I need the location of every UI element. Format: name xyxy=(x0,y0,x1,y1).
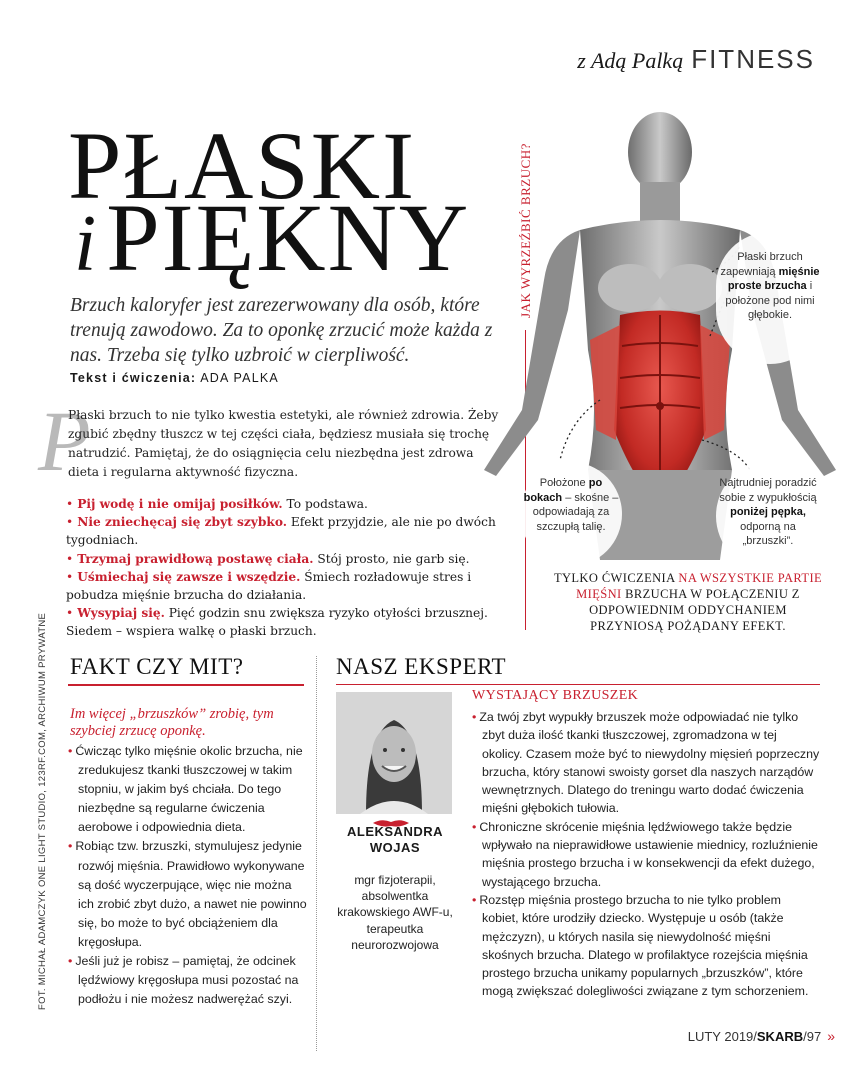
tip-item: • Pij wodę i nie omijaj posiłków. To podstawa. xyxy=(66,497,368,511)
title-line2 xyxy=(74,184,471,291)
callout-rectus: Płaski brzuch zapewniają mięśnie proste brzucha i położone pod nimi głębokie. xyxy=(716,232,824,364)
fakt-item: • Jeśli już je robisz – pamiętaj, że odcinek lędźwiowy kręgosłupa musi pozostać na podłożu i nie możesz nadwerężać szyi. xyxy=(68,954,299,1007)
column-divider xyxy=(316,656,317,1051)
fakt-heading: FAKT CZY MIT? xyxy=(70,654,244,679)
callout-lower-belly: Najtrudniej poradzić sobie z wypukłością poniżej pępka, odporną na „brzuszki”. xyxy=(716,462,820,570)
expert-item: • Za twój zbyt wypukły brzuszek może odpowiadać nie tylko zbyt duża ilość tkanki tłuszczowej, zgromadzona w tej okolicy. Czasem może być to niewydolny mięsień poprzeczny brzucha, który stanowi swoisty gorset dla naszych narządów wewnętrznych. Dlatego do treningu warto dodać ćwiczenia mięśni głębokich tułowia. xyxy=(472,710,820,816)
figure-left-arm xyxy=(484,230,580,476)
title-conjunction: i xyxy=(74,200,99,288)
byline-author: ADA PALKA xyxy=(200,371,279,385)
expert-item: • Chroniczne skrócenie mięśnia lędźwiowego także będzie wpływało na nieprawidłowe ustawienie miednicy, rozluźnienie mięśnia prostego brzucha i w konsekwencji da efekt dużego, wystającego brzucha. xyxy=(472,819,818,889)
title-word: PIĘKNY xyxy=(106,184,471,291)
lead-paragraph: Brzuch kaloryfer jest zarezerwowany dla osób, które trenują zawodowo. Za to oponkę zrzucić może każda z nas. Trzeba się tylko uzbroić w cierpliwość. xyxy=(70,295,493,366)
expert-list xyxy=(470,708,820,1001)
vertical-label: JAK WYRZEŹBIĆ BRZUCH? xyxy=(518,143,533,318)
fakt-question: Im więcej „brzuszków” zrobię, tym szybciej zrzucę oponkę. xyxy=(70,706,274,739)
tip-item: • Wysypiaj się. Pięć godzin snu zwiększa ryzyko otyłości brzusznej. Siedem – wspiera walkę o płaski brzuch. xyxy=(66,606,488,639)
fakt-rule xyxy=(68,684,304,686)
footer-month: LUTY 2019/ xyxy=(687,1029,757,1044)
expert-item: • Rozstęp mięśnia prostego brzucha to nie tylko problem kobiet, które urodziły dziecko. Występuje u osób (także mężczyzn), u których nasila się niewydolność mięśni skośnych brzucha. Dlatego w profilaktyce rozejścia mięśnia prostego brzucha unikamy popularnych „brzuszków”, które mogą zwiększać dolegliwości związane z tym schorzeniem. xyxy=(472,892,809,999)
header-prefix: z Adą Palką xyxy=(577,48,684,73)
photo-credits: FOT. MICHAŁ ADAMCZYK ONE LIGHT STUDIO, 123RF.COM, ARCHIWUM PRYWATNE xyxy=(37,612,48,1010)
footer-page: /97 xyxy=(803,1029,822,1044)
fakt-list xyxy=(66,742,310,1009)
expert-subheading: WYSTAJĄCY BRZUSZEK xyxy=(472,688,639,703)
byline-label: Tekst i ćwiczenia: xyxy=(70,371,197,385)
expert-photo xyxy=(336,692,452,814)
expert-description: mgr fizjoterapii, absolwentka krakowskiego AWF-u, terapeutka neurorozwojowa xyxy=(337,873,453,952)
expert-heading: NASZ EKSPERT xyxy=(336,654,507,679)
section-header xyxy=(577,44,815,75)
tips-list xyxy=(66,495,516,641)
expert-rule xyxy=(336,684,820,685)
footer-magazine: SKARB xyxy=(756,1029,804,1044)
tip-item: • Nie zniechęcaj się zbyt szybko. Efekt przyjdzie, ale nie po dwóch tygodniach. xyxy=(66,515,496,548)
next-page-icon[interactable]: » xyxy=(827,1028,835,1044)
fakt-item: • Ćwicząc tylko mięśnie okolic brzucha, nie zredukujesz tkanki tłuszczowej w takim stopniu, w jakim byś chciała. Do tego niezbędne są regularne ćwiczenia aerobowe i odpowiednia dieta. xyxy=(68,744,303,835)
byline xyxy=(70,371,279,385)
tip-item: • Trzymaj prawidłową postawę ciała. Stój prosto, nie garb się. xyxy=(66,551,470,566)
drop-cap: P xyxy=(38,393,91,489)
tip-item: • Uśmiechaj się zawsze i wszędzie. Śmiech rozładowuje stres i pobudza mięśnie brzucha do działania. xyxy=(66,569,472,603)
callout-obliques: Położone po bokach – skośne – odpowiadają za szczupłą talię. xyxy=(520,462,622,566)
header-section: FITNESS xyxy=(691,44,815,74)
page-footer xyxy=(688,1028,835,1044)
title-line1: PŁASKI xyxy=(68,112,417,219)
expert-name: ALEKSANDRA WOJAS xyxy=(347,824,443,855)
figure-head xyxy=(628,112,692,192)
fakt-item: • Robiąc tzw. brzuszki, stymulujesz jedynie rozwój mięśnia. Prawidłowo wykonywane są dość wyczerpujące, więc nie można ich zrobić zbyt dużo, a nawet nie powinno się, bo może to być obciążeniem dla kręgosłupa. xyxy=(68,839,307,949)
intro-paragraph: Płaski brzuch to nie tylko kwestia estetyki, ale również zdrowia. Żeby zgubić zbędny tłuszcz w tej części ciała, będziesz musiała się trochę natrudzić. Pamiętaj, że do osiągnięcia celu niezbędna jest zdrowa dieta i regularna aktywność fizyczna. xyxy=(68,408,499,479)
figure-caption: TYLKO ĆWICZENIA NA WSZYSTKIE PARTIE MIĘŚNI BRZUCHA W POŁĄCZENIU Z ODPOWIEDNIM ODDYCHANIEM PRZYNIOSĄ POŻĄDANY EFEKT. xyxy=(553,571,823,633)
